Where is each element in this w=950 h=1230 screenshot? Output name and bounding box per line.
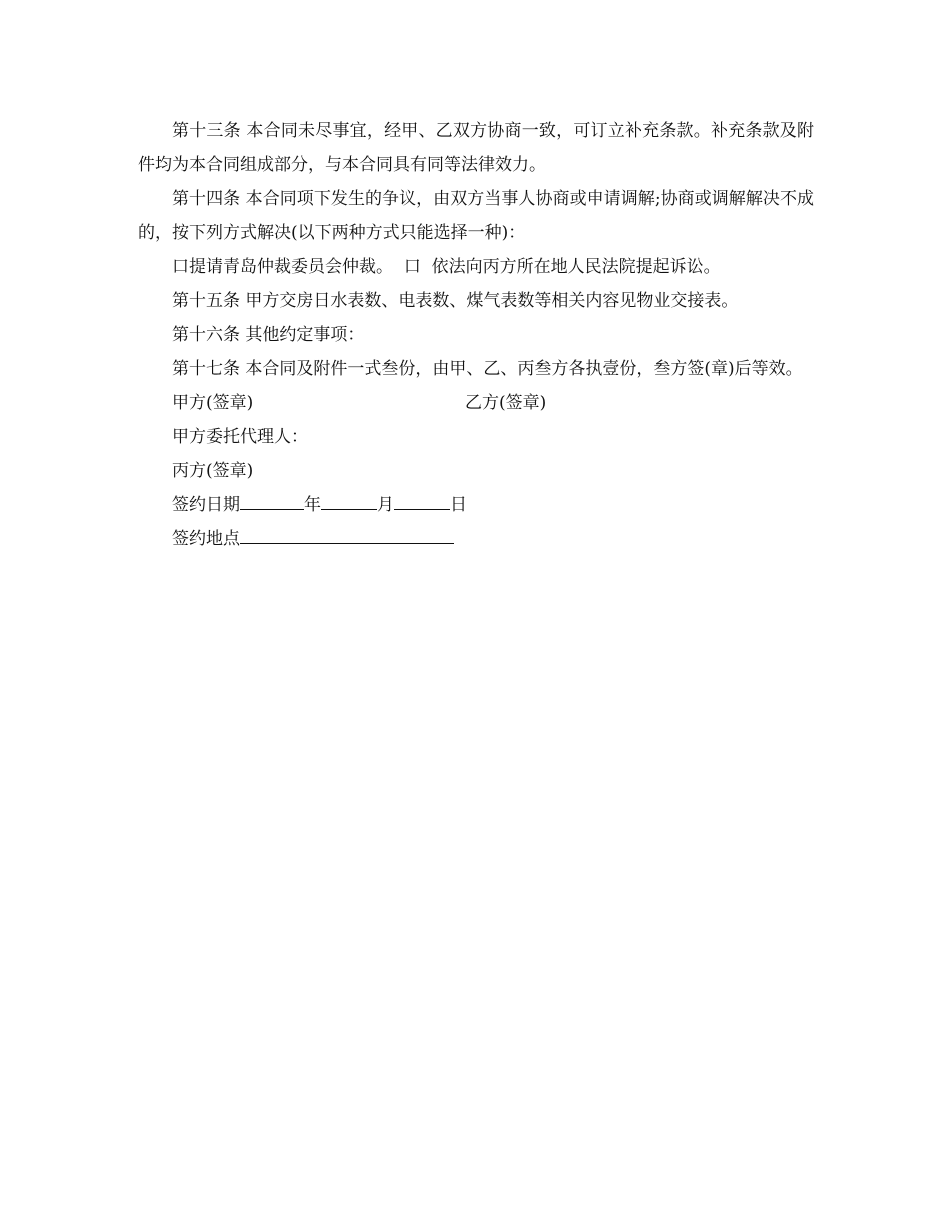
signing-place-label: 签约地点 [172,529,240,549]
party-a-signature-label: 甲方(签章) [172,393,254,413]
place-blank[interactable] [240,523,454,544]
option-arbitration-label: 提请青岛仲裁委员会仲裁。 [189,257,393,277]
day-blank[interactable] [394,489,450,510]
option-litigation-label: 依法向丙方所在地人民法院提起诉讼。 [431,257,721,277]
month-label: 月 [377,495,394,515]
contract-page [138,114,814,556]
article-17: 第十七条 本合同及附件一式叁份，由甲、乙、丙叁方各执壹份，叁方签(章)后等效。 [172,359,803,379]
signing-date-row [138,488,814,522]
signing-date-label: 签约日期 [172,495,240,515]
party-c-signature-label: 丙方(签章) [172,461,254,481]
day-label: 日 [450,495,467,515]
article-15: 第十五条 甲方交房日水表数、电表数、煤气表数等相关内容见物业交接表。 [172,291,739,311]
option-litigation-checkbox[interactable]: 口 [403,257,421,277]
party-b-signature-label: 乙方(签章) [465,393,547,413]
signature-row-ab [138,386,814,420]
party-a-agent-label: 甲方委托代理人： [172,427,308,447]
signing-place-row [138,522,814,556]
year-label: 年 [304,495,321,515]
article-14: 第十四条 本合同项下发生的争议，由双方当事人协商或申请调解;协商或调解解决不成的，按下列方式解决(以下两种方式只能选择一种)： [138,189,814,243]
dispute-options [138,250,814,284]
month-blank[interactable] [321,489,377,510]
option-arbitration-checkbox[interactable]: 口 [172,257,189,277]
article-13: 第十三条 本合同未尽事宜，经甲、乙双方协商一致，可订立补充条款。补充条款及附件均为本合同组成部分，与本合同具有同等法律效力。 [138,121,814,175]
article-16: 第十六条 其他约定事项： [172,325,365,345]
year-blank[interactable] [240,489,304,510]
